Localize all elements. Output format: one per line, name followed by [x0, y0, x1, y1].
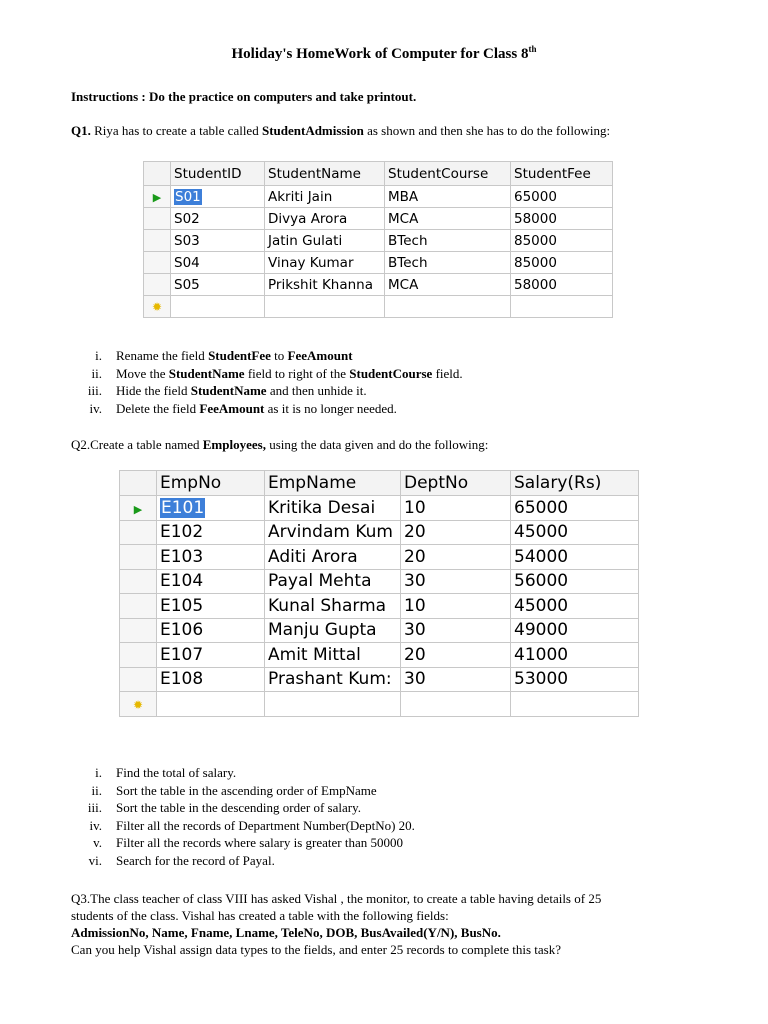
list-number: ii. — [91, 365, 102, 381]
table-cell[interactable] — [511, 520, 639, 545]
cell-value: MCA — [388, 276, 419, 293]
cell-value: 54000 — [514, 546, 569, 567]
table-cell[interactable] — [157, 643, 265, 668]
list-number: iv. — [89, 400, 102, 416]
table-cell[interactable] — [265, 643, 401, 668]
list-text: Search for the record of Payal. — [116, 852, 275, 868]
play-icon: ▶ — [152, 190, 162, 204]
new-row-star-icon: ✹ — [132, 697, 144, 712]
column-header[interactable]: StudentFee — [511, 162, 613, 186]
cell-value: E105 — [160, 595, 204, 616]
row-selector[interactable] — [120, 545, 157, 570]
cell-value: 30 — [404, 620, 426, 641]
list-item — [71, 852, 415, 870]
cell-value: E103 — [160, 546, 204, 567]
list-item — [71, 817, 415, 835]
list-text: Move the — [116, 365, 169, 381]
table-cell[interactable] — [265, 208, 385, 230]
row-selector[interactable] — [144, 186, 171, 208]
cell-value: Akriti Jain — [268, 188, 333, 205]
row-selector[interactable] — [120, 667, 157, 692]
table-cell[interactable] — [511, 186, 613, 208]
list-text: as it is no longer needed. — [264, 400, 397, 416]
row-selector[interactable] — [120, 520, 157, 545]
cell-value: BTech — [388, 232, 428, 249]
list-number: iii. — [87, 800, 102, 815]
cell-value: 65000 — [514, 497, 569, 518]
row-selector[interactable] — [144, 296, 171, 318]
empty-cell[interactable] — [171, 296, 265, 318]
list-text: Hide the field — [116, 383, 191, 398]
cell-value: E104 — [160, 571, 204, 592]
cell-value: Arvindam Kum — [268, 522, 393, 543]
row-selector[interactable] — [144, 208, 171, 230]
empty-cell[interactable] — [157, 692, 265, 717]
table-cell[interactable] — [511, 496, 639, 521]
student-admission-table — [143, 161, 613, 318]
list-item — [71, 347, 463, 365]
table-cell[interactable] — [511, 252, 613, 274]
new-record-row[interactable] — [144, 296, 613, 318]
cell-value: Kunal Sharma — [268, 595, 387, 616]
q3-fields: AdmissionNo, Name, Fname, Lname, TeleNo, DOB, BusAvailed(Y/N), BusNo. — [71, 925, 501, 940]
table-cell[interactable] — [171, 186, 265, 208]
cell-value: E108 — [160, 669, 204, 690]
cell-value: S05 — [174, 276, 200, 293]
cell-value: 56000 — [514, 571, 569, 592]
cell-value: 10 — [404, 497, 426, 518]
table-row[interactable] — [144, 208, 613, 230]
list-text: StudentName — [190, 383, 267, 398]
column-header[interactable]: EmpNo — [157, 471, 265, 496]
list-item — [71, 400, 463, 418]
cell-value: 58000 — [514, 276, 557, 293]
cell-value: 10 — [404, 595, 426, 616]
empty-cell[interactable] — [511, 692, 639, 717]
list-text: Sort the table in the ascending order of EmpName — [116, 782, 377, 798]
cell-value: BTech — [388, 254, 428, 271]
list-text: FeeAmount — [199, 400, 265, 416]
table-cell[interactable] — [157, 569, 265, 594]
table-cell[interactable] — [157, 496, 265, 521]
new-row-star-icon: ✹ — [151, 299, 163, 314]
row-selector[interactable] — [120, 496, 157, 521]
list-number: iii. — [87, 383, 102, 398]
cell-value: S03 — [174, 232, 200, 249]
cell-value: Prashant Kum: — [268, 669, 392, 690]
table-cell[interactable] — [511, 274, 613, 296]
table-cell[interactable] — [265, 496, 401, 521]
cell-value: Amit Mittal — [268, 644, 361, 665]
employees-table — [119, 470, 639, 717]
column-header[interactable]: EmpName — [265, 471, 401, 496]
cell-value: 58000 — [514, 210, 557, 227]
cell-value: 53000 — [514, 669, 569, 690]
list-text: StudentName — [168, 365, 245, 381]
table-cell[interactable] — [511, 667, 639, 692]
row-selector[interactable] — [120, 618, 157, 643]
list-item — [71, 764, 415, 782]
list-text: Sort the table in the descending order of salary. — [116, 800, 361, 815]
table-cell[interactable] — [385, 252, 511, 274]
row-header-corner — [120, 471, 157, 496]
list-text: and then unhide it. — [266, 383, 367, 398]
column-header[interactable]: DeptNo — [401, 471, 511, 496]
row-selector[interactable] — [120, 692, 157, 717]
table-cell[interactable] — [401, 569, 511, 594]
table-cell[interactable] — [511, 594, 639, 619]
cell-value: Divya Arora — [268, 210, 348, 227]
play-icon: ▶ — [133, 502, 143, 516]
cell-value: 85000 — [514, 232, 557, 249]
table-row[interactable] — [120, 520, 639, 545]
table-cell[interactable] — [157, 545, 265, 570]
table-cell[interactable] — [171, 252, 265, 274]
table-cell[interactable] — [511, 643, 639, 668]
cell-value: Kritika Desai — [268, 497, 376, 518]
table-cell[interactable] — [171, 208, 265, 230]
table-cell[interactable] — [511, 545, 639, 570]
table-cell[interactable] — [265, 230, 385, 252]
q2-task-list — [71, 764, 415, 869]
table-cell[interactable] — [385, 274, 511, 296]
table-cell[interactable] — [265, 186, 385, 208]
table-row[interactable] — [120, 545, 639, 570]
table-cell[interactable] — [401, 594, 511, 619]
table-row[interactable] — [120, 569, 639, 594]
table-cell[interactable] — [171, 230, 265, 252]
table-cell[interactable] — [401, 643, 511, 668]
table-cell[interactable] — [385, 208, 511, 230]
table-cell[interactable] — [401, 545, 511, 570]
cell-value: S04 — [174, 254, 200, 271]
table-cell[interactable] — [265, 520, 401, 545]
table-cell[interactable] — [401, 496, 511, 521]
table-row[interactable] — [120, 496, 639, 521]
list-text: Rename the field — [116, 348, 209, 363]
row-selector[interactable] — [120, 594, 157, 619]
cell-value: Vinay Kumar — [268, 254, 354, 271]
table-cell[interactable] — [265, 545, 401, 570]
row-selector[interactable] — [144, 274, 171, 296]
cell-value: S02 — [174, 210, 200, 227]
list-text: Find the total of salary. — [116, 765, 237, 780]
cell-value: 45000 — [514, 595, 569, 616]
table-cell[interactable] — [511, 208, 613, 230]
page-title: Holiday's HomeWork of Computer for Class 8th — [231, 44, 537, 62]
list-number: i. — [95, 348, 102, 363]
empty-cell[interactable] — [511, 296, 613, 318]
empty-cell[interactable] — [401, 692, 511, 717]
q1-prompt: Q1. Riya has to create a table called StudentAdmission as shown and then she has to do the following: — [71, 123, 611, 138]
cell-value: 30 — [404, 669, 426, 690]
cell-value: Payal Mehta — [268, 571, 372, 592]
list-text: StudentCourse — [349, 365, 433, 381]
row-selector[interactable] — [144, 230, 171, 252]
cell-value: 45000 — [514, 522, 569, 543]
cell-value: 20 — [404, 644, 426, 665]
cell-value: 41000 — [514, 644, 569, 665]
cell-value: 20 — [404, 522, 426, 543]
table-cell[interactable] — [401, 667, 511, 692]
cell-value: MCA — [388, 210, 419, 227]
table-cell[interactable] — [385, 230, 511, 252]
list-text: Delete the field — [116, 400, 200, 416]
cell-value: 85000 — [514, 254, 557, 271]
list-item — [71, 782, 415, 800]
cell-value: 30 — [404, 571, 426, 592]
row-selector[interactable] — [120, 569, 157, 594]
table-cell[interactable] — [265, 594, 401, 619]
table-cell[interactable] — [385, 186, 511, 208]
row-selector[interactable] — [144, 252, 171, 274]
list-item — [71, 382, 463, 400]
table-row[interactable] — [120, 594, 639, 619]
row-selector[interactable] — [120, 643, 157, 668]
table-cell[interactable] — [511, 618, 639, 643]
q3-line-2: students of the class. Vishal has created a table with the following fields: — [71, 908, 449, 923]
column-header[interactable]: StudentName — [265, 162, 385, 186]
row-header-corner — [144, 162, 171, 186]
cell-value: 65000 — [514, 188, 557, 205]
cell-value: 49000 — [514, 620, 569, 641]
list-text: field to right of the — [244, 365, 350, 381]
list-text: Filter all the records of Department Number(DeptNo) 20. — [116, 817, 415, 833]
empty-cell[interactable] — [265, 296, 385, 318]
q1-task-list — [71, 347, 463, 417]
empty-cell[interactable] — [265, 692, 401, 717]
instructions: Instructions : Do the practice on computers and take printout. — [71, 89, 417, 104]
table-cell[interactable] — [157, 520, 265, 545]
cell-value: E101 — [161, 497, 205, 518]
table-cell[interactable] — [265, 252, 385, 274]
table-row[interactable] — [144, 252, 613, 274]
list-number: vi. — [88, 852, 102, 868]
list-number: i. — [95, 765, 102, 780]
table-row[interactable] — [120, 618, 639, 643]
table-header-row — [120, 471, 639, 496]
cell-value: Jatin Gulati — [268, 232, 343, 249]
list-text: to — [270, 348, 288, 363]
q3-line-1: Q3.The class teacher of class VIII has asked Vishal , the monitor, to create a table having details of 25 — [71, 891, 602, 906]
table-row[interactable] — [120, 667, 639, 692]
cell-value: 20 — [404, 546, 426, 567]
cell-value: Manju Gupta — [268, 620, 377, 641]
list-item — [71, 365, 463, 383]
list-number: iv. — [89, 817, 102, 833]
table-cell[interactable] — [157, 667, 265, 692]
table-cell[interactable] — [265, 618, 401, 643]
table-row[interactable] — [120, 643, 639, 668]
table-cell[interactable] — [401, 520, 511, 545]
table-cell[interactable] — [511, 569, 639, 594]
table-cell[interactable] — [511, 230, 613, 252]
list-number: ii. — [91, 782, 102, 798]
table-cell[interactable] — [157, 618, 265, 643]
list-text: StudentFee — [208, 348, 271, 363]
cell-value: MBA — [388, 188, 419, 205]
cell-value: Aditi Arora — [268, 546, 358, 567]
cell-value: Prikshit Khanna — [268, 276, 374, 293]
table-cell[interactable] — [265, 274, 385, 296]
column-header[interactable]: Salary(Rs) — [511, 471, 639, 496]
column-header[interactable]: StudentCourse — [385, 162, 511, 186]
table-cell[interactable] — [265, 569, 401, 594]
table-cell[interactable] — [157, 594, 265, 619]
table-row[interactable] — [144, 230, 613, 252]
table-cell[interactable] — [401, 618, 511, 643]
empty-cell[interactable] — [385, 296, 511, 318]
column-header[interactable]: StudentID — [171, 162, 265, 186]
cell-value: E107 — [160, 644, 204, 665]
table-row[interactable] — [144, 186, 613, 208]
list-item — [71, 834, 415, 852]
q3-line-4: Can you help Vishal assign data types to the fields, and enter 25 records to complete this task? — [71, 942, 561, 957]
table-cell[interactable] — [265, 667, 401, 692]
table-header-row — [144, 162, 613, 186]
cell-value: S01 — [175, 188, 201, 205]
cell-value: E102 — [160, 522, 204, 543]
list-number: v. — [93, 835, 102, 850]
table-cell[interactable] — [171, 274, 265, 296]
cell-value: E106 — [160, 620, 204, 641]
list-item — [71, 799, 415, 817]
list-text: field. — [432, 365, 463, 381]
table-row[interactable] — [144, 274, 613, 296]
q2-prompt: Q2.Create a table named Employees, using the data given and do the following: — [71, 437, 489, 452]
list-text: Filter all the records where salary is greater than 50000 — [116, 835, 403, 850]
new-record-row[interactable] — [120, 692, 639, 717]
list-text: FeeAmount — [287, 348, 353, 363]
